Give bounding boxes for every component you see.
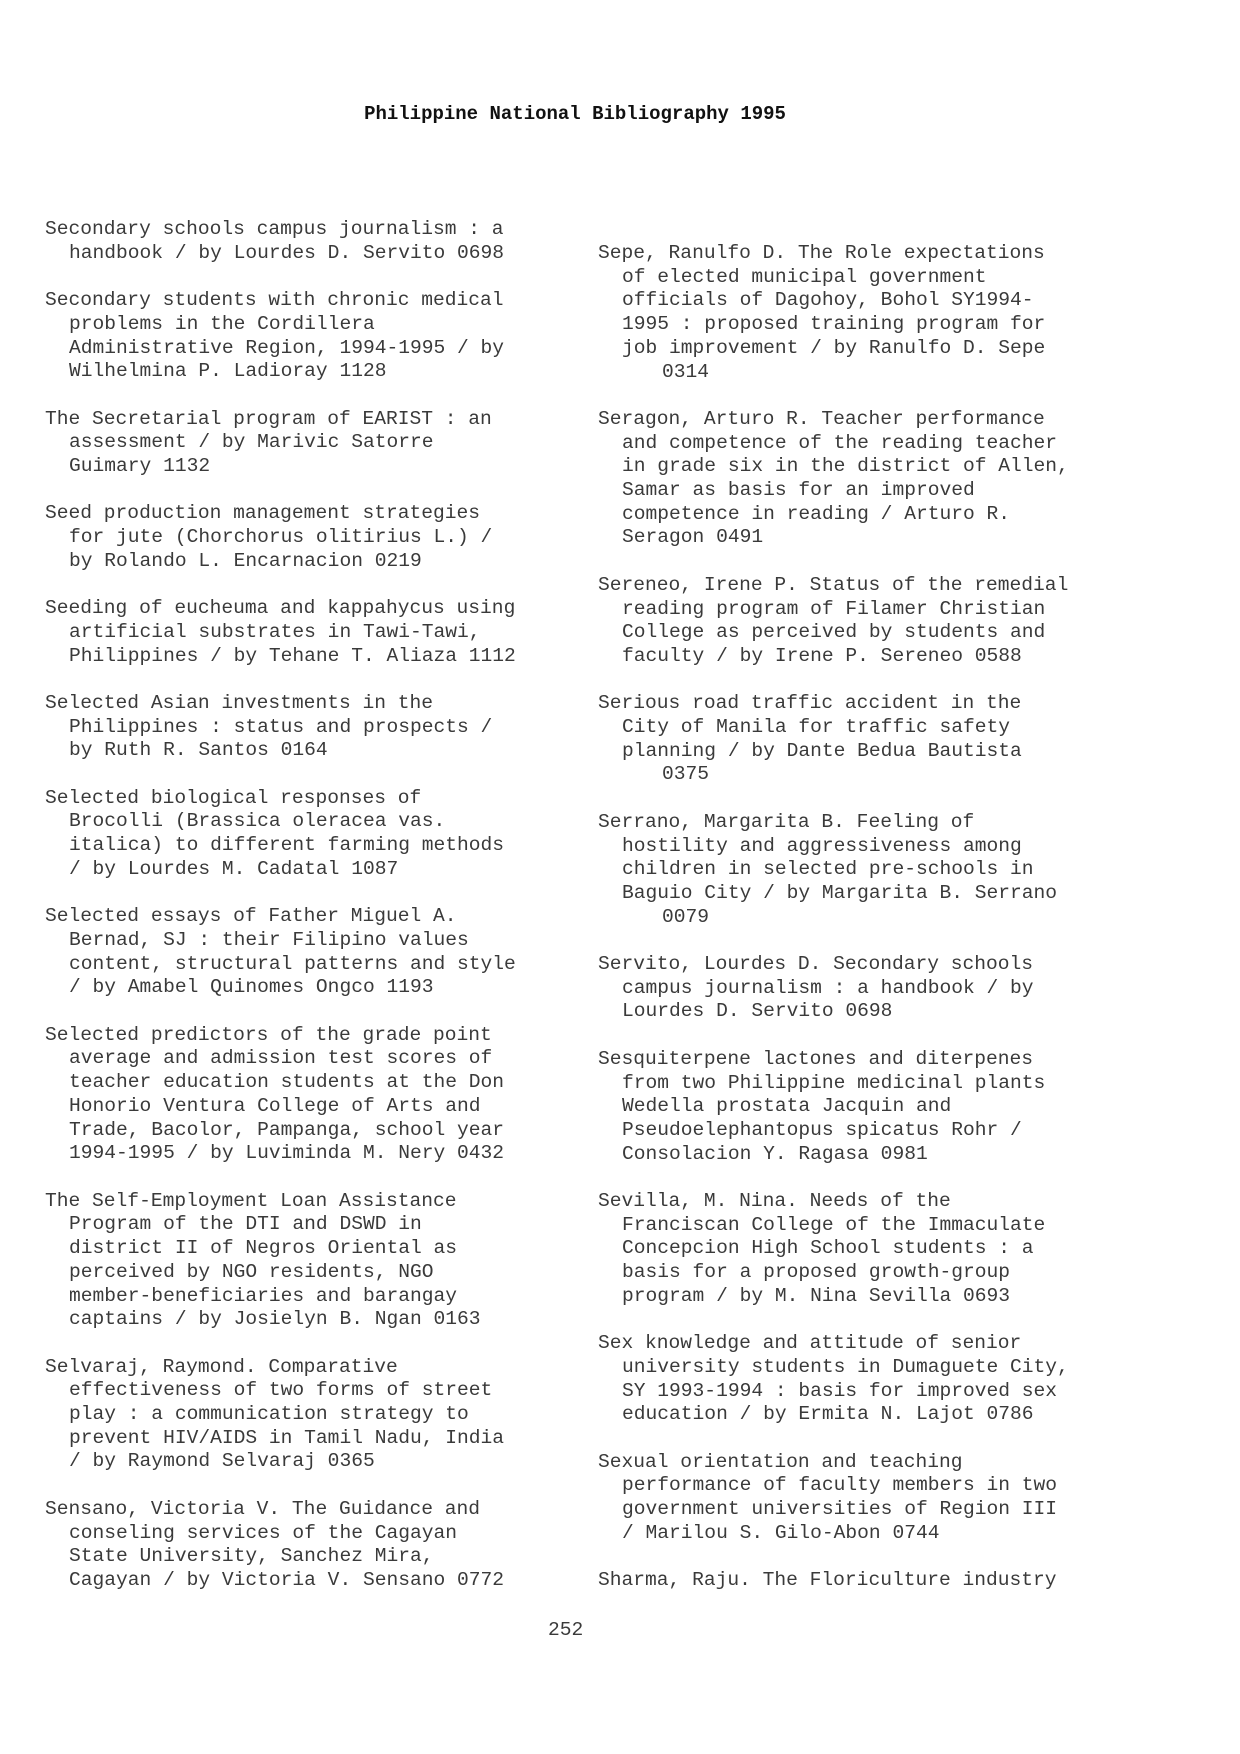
entry-line: 0314 [662, 360, 710, 383]
entry-line: Concepcion High School students : a [622, 1237, 1034, 1260]
entry-line: Honorio Ventura College of Arts and [69, 1094, 481, 1117]
entry-line: university students in Dumaguete City, [622, 1355, 1069, 1378]
bibliography-entry [598, 1569, 1158, 1593]
entry-spacer [598, 1166, 1158, 1190]
entry-line: Wilhelmina P. Ladioray 1128 [69, 360, 387, 383]
entry-spacer [45, 1166, 605, 1190]
entry-spacer [45, 574, 605, 598]
bibliography-entry [45, 1356, 605, 1475]
entry-spacer [45, 1000, 605, 1024]
entry-line: Trade, Bacolor, Pampanga, school year [69, 1118, 505, 1141]
entry-line: teacher education students at the Don [69, 1071, 505, 1094]
entry-line: Philippines : status and prospects / [69, 715, 493, 738]
entry-line: campus journalism : a handbook / by [622, 976, 1034, 999]
entry-line: Lourdes D. Servito 0698 [622, 1000, 893, 1023]
entry-spacer [598, 1546, 1158, 1570]
bibliography-entry [45, 1498, 605, 1593]
entry-spacer [598, 787, 1158, 811]
bibliography-entry [45, 1190, 605, 1332]
entry-line: from two Philippine medicinal plants [622, 1071, 1046, 1094]
entry-line: Secondary students with chronic medical [45, 289, 504, 312]
entry-line: / by Lourdes M. Cadatal 1087 [69, 857, 399, 880]
entry-line: faculty / by Irene P. Sereneo 0588 [622, 644, 1022, 667]
entry-line: / by Amabel Quinomes Ongco 1193 [69, 976, 434, 999]
bibliography-entry [598, 574, 1158, 669]
entry-spacer [598, 929, 1158, 953]
entry-line: Sepe, Ranulfo D. The Role expectations [598, 242, 1045, 264]
entry-line: Wedella prostata Jacquin and [622, 1095, 952, 1118]
entry-spacer [45, 479, 605, 503]
entry-line: problems in the Cordillera [69, 312, 375, 335]
entry-line: children in selected pre-schools in [622, 858, 1034, 881]
entry-line: government universities of Region III [622, 1498, 1058, 1521]
entry-spacer [45, 1332, 605, 1356]
entry-line: assessment / by Marivic Satorre [69, 431, 434, 454]
entry-line: 1995 : proposed training program for [622, 313, 1046, 336]
entry-line: Sensano, Victoria V. The Guidance and [45, 1497, 481, 1520]
bibliography-entry [45, 597, 605, 668]
entry-spacer [45, 1474, 605, 1498]
entry-line: 0079 [662, 905, 710, 928]
bibliography-entry [45, 218, 605, 265]
entry-line: education / by Ermita N. Lajot 0786 [622, 1403, 1034, 1426]
entry-line: The Self-Employment Loan Assistance [45, 1189, 457, 1212]
bibliography-entry [45, 289, 605, 384]
entry-line: Selected predictors of the grade point [45, 1023, 492, 1046]
entry-line: competence in reading / Arturo R. [622, 502, 1011, 525]
entry-line: Sexual orientation and teaching [598, 1450, 963, 1473]
entry-line: SY 1993-1994 : basis for improved sex [622, 1379, 1058, 1402]
entry-line: captains / by Josielyn B. Ngan 0163 [69, 1308, 481, 1331]
entry-line: Guimary 1132 [69, 455, 211, 477]
entry-line: basis for a proposed growth-group [622, 1261, 1011, 1284]
entry-line: Baguio City / by Margarita B. Serrano [622, 881, 1058, 904]
entry-line: Secondary schools campus journalism : a [45, 218, 504, 240]
entry-line: artificial substrates in Tawi-Tawi, [69, 620, 481, 643]
bibliography-entry [45, 408, 605, 479]
entry-line: content, structural patterns and style [69, 952, 516, 975]
entry-line: / by Raymond Selvaraj 0365 [69, 1450, 375, 1473]
entry-line: of elected municipal government [622, 265, 987, 288]
entry-line: Franciscan College of the Immaculate [622, 1213, 1046, 1236]
entry-spacer [45, 384, 605, 408]
entry-line: Seed production management strategies [45, 502, 481, 525]
entry-line: program / by M. Nina Sevilla 0693 [622, 1284, 1011, 1307]
entry-line: job improvement / by Ranulfo D. Sepe [622, 336, 1046, 359]
entry-line: Program of the DTI and DSWD in [69, 1213, 422, 1236]
entry-line: by Rolando L. Encarnacion 0219 [69, 549, 422, 572]
bibliography-entry [598, 408, 1158, 550]
entry-line: Servito, Lourdes D. Secondary schools [598, 953, 1034, 976]
entry-line: officials of Dagohoy, Bohol SY1994- [622, 289, 1034, 312]
entry-line: Pseudoelephantopus spicatus Rohr / [622, 1118, 1022, 1141]
bibliography-entry [45, 692, 605, 763]
entry-line: Consolacion Y. Ragasa 0981 [622, 1142, 928, 1165]
entry-line: Philippines / by Tehane T. Aliaza 1112 [69, 644, 516, 667]
left-column [45, 218, 605, 1593]
entry-line: Brocolli (Brassica oleracea vas. [69, 810, 446, 833]
entry-line: perceived by NGO residents, NGO [69, 1260, 434, 1283]
entry-line: 1994-1995 / by Luviminda M. Nery 0432 [69, 1142, 505, 1165]
entry-line: Seragon, Arturo R. Teacher performance [598, 407, 1045, 430]
entry-line: planning / by Dante Bedua Bautista [622, 739, 1022, 762]
entry-line: Serrano, Margarita B. Feeling of [598, 810, 975, 833]
bibliography-entry [598, 1190, 1158, 1309]
entry-spacer [598, 384, 1158, 408]
entry-line: prevent HIV/AIDS in Tamil Nadu, India [69, 1426, 505, 1449]
entry-spacer [45, 763, 605, 787]
entry-line: The Secretarial program of EARIST : an [45, 407, 492, 430]
entry-line: Bernad, SJ : their Filipino values [69, 928, 469, 951]
bibliography-entry [45, 1024, 605, 1166]
entry-line: Seeding of eucheuma and kappahycus using [45, 597, 516, 620]
bibliography-entry [598, 953, 1158, 1024]
entry-line: Sesquiterpene lactones and diterpenes [598, 1047, 1034, 1070]
entry-line: hostility and aggressiveness among [622, 834, 1022, 857]
entry-line: Administrative Region, 1994-1995 / by [69, 336, 505, 359]
entry-line: Selvaraj, Raymond. Comparative [45, 1355, 398, 1378]
entry-line: conseling services of the Cagayan [69, 1521, 458, 1544]
entry-line: district II of Negros Oriental as [69, 1237, 458, 1260]
entry-line: for jute (Chorchorus olitirius L.) / [69, 526, 493, 549]
bibliography-entry [598, 1451, 1158, 1546]
entry-spacer [45, 265, 605, 289]
entry-line: State University, Sanchez Mira, [69, 1545, 434, 1568]
entry-line: Selected biological responses of [45, 786, 422, 809]
entry-line: reading program of Filamer Christian [622, 597, 1046, 620]
bibliography-entry [598, 1048, 1158, 1167]
bibliography-entry [598, 242, 1158, 384]
entry-line: performance of faculty members in two [622, 1474, 1058, 1497]
page-header-title: Philippine National Bibliography 1995 [364, 103, 786, 125]
bibliography-entry [598, 811, 1158, 930]
entry-line: member-beneficiaries and barangay [69, 1284, 458, 1307]
bibliography-entry [45, 787, 605, 882]
entry-line: Seragon 0491 [622, 526, 764, 549]
entry-line: Samar as basis for an improved [622, 479, 975, 502]
entry-line: italica) to different farming methods [69, 834, 505, 857]
entry-line: Serious road traffic accident in the [598, 692, 1022, 715]
entry-spacer [45, 882, 605, 906]
entry-line: Selected essays of Father Miguel A. [45, 905, 457, 928]
entry-line: College as perceived by students and [622, 621, 1046, 644]
right-column [598, 242, 1158, 1593]
page-number: 252 [548, 1619, 584, 1641]
bibliography-entry [45, 502, 605, 573]
entry-line: Selected Asian investments in the [45, 691, 434, 714]
entry-spacer [598, 1427, 1158, 1451]
entry-line: average and admission test scores of [69, 1047, 493, 1070]
entry-line: effectiveness of two forms of street [69, 1379, 493, 1402]
entry-line: City of Manila for traffic safety [622, 716, 1011, 739]
entry-line: handbook / by Lourdes D. Servito 0698 [69, 241, 505, 264]
entry-line: Sharma, Raju. The Floriculture industry [598, 1569, 1057, 1592]
entry-line: / Marilou S. Gilo-Abon 0744 [622, 1521, 940, 1544]
entry-line: Cagayan / by Victoria V. Sensano 0772 [69, 1568, 505, 1591]
entry-line: Sevilla, M. Nina. Needs of the [598, 1190, 951, 1213]
entry-line: play : a communication strategy to [69, 1403, 469, 1425]
bibliography-entry [45, 905, 605, 1000]
bibliography-entry [598, 692, 1158, 787]
entry-spacer [598, 669, 1158, 693]
entry-line: in grade six in the district of Allen, [622, 455, 1069, 478]
bibliography-entry [598, 1332, 1158, 1427]
entry-spacer [45, 668, 605, 692]
entry-spacer [598, 550, 1158, 574]
entry-line: by Ruth R. Santos 0164 [69, 739, 328, 762]
entry-line: and competence of the reading teacher [622, 431, 1058, 454]
entry-line: 0375 [662, 763, 710, 786]
entry-spacer [598, 1024, 1158, 1048]
entry-line: Sex knowledge and attitude of senior [598, 1332, 1022, 1355]
entry-spacer [598, 1309, 1158, 1333]
entry-line: Sereneo, Irene P. Status of the remedial [598, 573, 1069, 596]
